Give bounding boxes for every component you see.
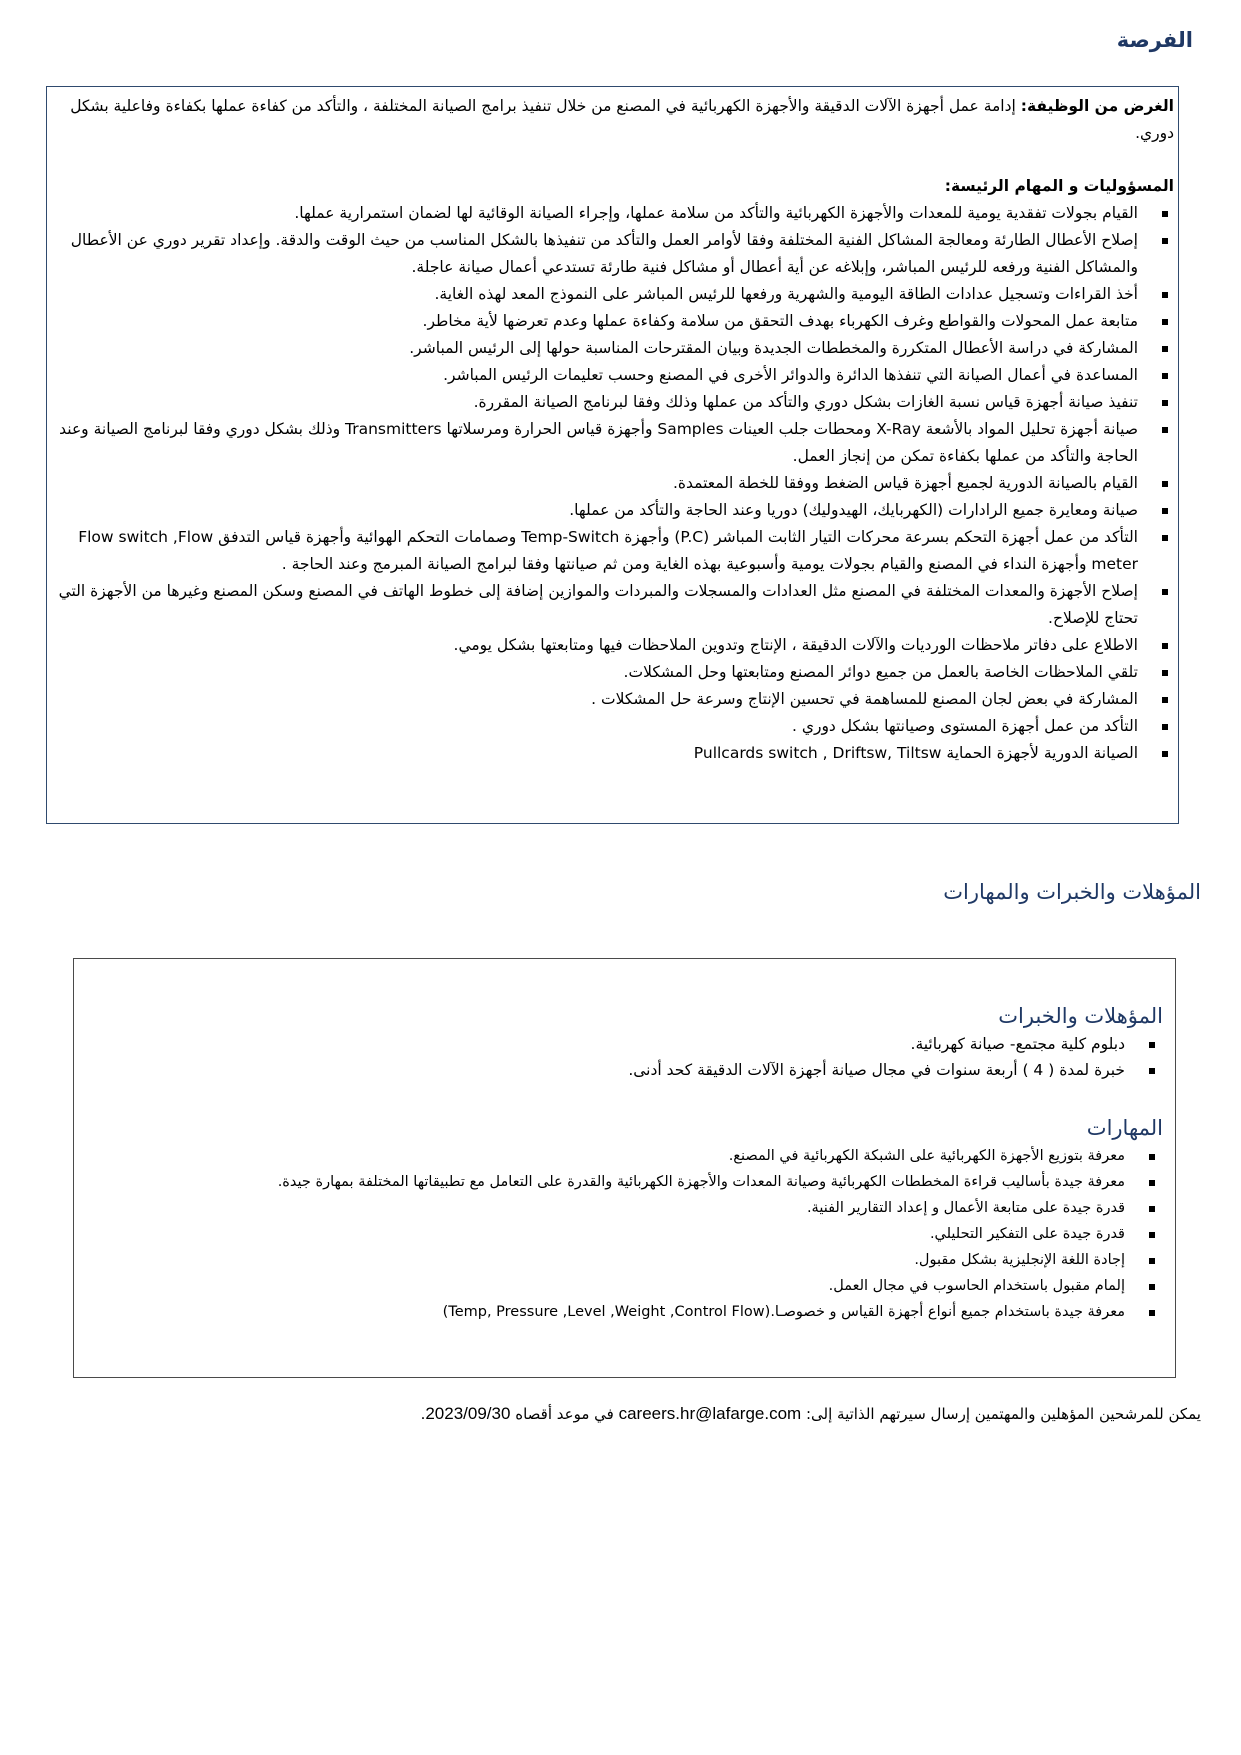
list-item-text: متابعة عمل المحولات والقواطع وغرف الكهرباء بهدف التحقق من سلامة وكفاءة عملها وعدم تعرضها لأية مخاطر. — [422, 312, 1138, 330]
list-item-text: قدرة جيدة على متابعة الأعمال و إعداد التقارير الفنية. — [806, 1200, 1125, 1216]
square-bullet-icon — [1162, 319, 1168, 325]
square-bullet-icon — [1162, 427, 1168, 433]
skills-title: المهارات — [1086, 1116, 1163, 1140]
list-item — [53, 281, 1138, 308]
list-item — [53, 308, 1138, 335]
job-purpose-label: الغرض من الوظيفة: — [1020, 97, 1174, 115]
list-item — [53, 227, 1138, 281]
square-bullet-icon — [1149, 1206, 1155, 1212]
list-item-text: أخذ القراءات وتسجيل عدادات الطاقة اليومية والشهرية ورفعها للرئيس المباشر على النموذج المعد لهذه الغاية. — [434, 285, 1138, 303]
square-bullet-icon — [1162, 346, 1168, 352]
list-item-text: معرفة بتوزيع الأجهزة الكهربائية على الشبكة الكهربائية في المصنع. — [728, 1148, 1125, 1164]
list-item — [53, 659, 1138, 686]
list-item — [53, 524, 1138, 578]
list-item — [53, 686, 1138, 713]
list-item — [84, 1169, 1125, 1195]
list-item-text: قدرة جيدة على التفكير التحليلي. — [929, 1226, 1125, 1242]
list-item — [53, 632, 1138, 659]
skills-list — [84, 1143, 1163, 1325]
list-item-text: خبرة لمدة ( 4 ) أربعة سنوات في مجال صيانة أجهزة الآلات الدقيقة كحد أدنى. — [628, 1061, 1125, 1079]
application-deadline: 2023/09/30. — [420, 1404, 511, 1423]
list-item-text: التأكد من عمل أجهزة المستوى وصيانتها بشكل دوري . — [791, 717, 1138, 735]
application-middle: في موعد أقصاه — [515, 1405, 614, 1423]
list-item-text: التأكد من عمل أجهزة التحكم بسرعة محركات التيار الثابت المباشر (P.C) وأجهزة Temp-Switch وصمامات التحكم الهوائية وأجهزة قياس التدفق Flow switch ,Flow meter وأجهزة النداء في المصنع والقيام بجولات يومية وأسبوعية بهذه الغاية ومن ثم صيانتها وفقا لبرامج الصيانة المبرمج وعند الحاجة . — [78, 528, 1138, 573]
list-item-text: معرفة جيدة بأساليب قراءة المخططات الكهربائية وصيانة المعدات والأجهزة الكهربائية والقدرة على التعامل مع تطبيقاتها المختلفة بمهارة جيدة. — [277, 1174, 1125, 1190]
square-bullet-icon — [1162, 535, 1168, 541]
list-item — [53, 713, 1138, 740]
list-item-text: الاطلاع على دفاتر ملاحظات الورديات والآلات الدقيقة ، الإنتاج وتدوين الملاحظات فيها ومتابعتها بشكل يومي. — [453, 636, 1138, 654]
list-item-text: إصلاح الأجهزة والمعدات المختلفة في المصنع مثل العدادات والمسجلات والمبردات والموازين إضافة إلى خطوط الهاتف في المصنع وسكن المصنع وغيرها من الأجهزة التي تحتاج للإصلاح. — [58, 582, 1138, 627]
square-bullet-icon — [1162, 589, 1168, 595]
list-item-text: القيام بجولات تفقدية يومية للمعدات والأجهزة الكهربائية والتأكد من سلامة عملها، وإجراء الصيانة الوقائية لها لضمان استمرارية عملها. — [294, 204, 1138, 222]
square-bullet-icon — [1149, 1068, 1155, 1074]
qualifications-title: المؤهلات والخبرات — [998, 1004, 1163, 1028]
square-bullet-icon — [1149, 1284, 1155, 1290]
qualifications-heading: المؤهلات والخبرات والمهارات — [943, 880, 1201, 904]
qualifications-list — [84, 1031, 1163, 1083]
square-bullet-icon — [1149, 1258, 1155, 1264]
list-item-text: المساعدة في أعمال الصيانة التي تنفذها الدائرة والدوائر الأخرى في المصنع وحسب تعليمات الرئيس المباشر. — [443, 366, 1138, 384]
list-item — [53, 416, 1138, 470]
square-bullet-icon — [1162, 643, 1168, 649]
responsibilities-title: المسؤوليات و المهام الرئيسة: — [944, 177, 1174, 195]
list-item — [53, 470, 1138, 497]
list-item-text: إجادة اللغة الإنجليزية بشكل مقبول. — [914, 1252, 1125, 1268]
list-item — [53, 362, 1138, 389]
square-bullet-icon — [1162, 751, 1168, 757]
square-bullet-icon — [1162, 670, 1168, 676]
square-bullet-icon — [1162, 238, 1168, 244]
qualifications-box — [73, 958, 1176, 1378]
page-title: الفرصة — [1116, 28, 1193, 52]
job-purpose-text: إدامة عمل أجهزة الآلات الدقيقة والأجهزة الكهربائية في المصنع من خلال تنفيذ برامج الصيانة المختلفة ، والتأكد من كفاءة عملها بكفاءة وفاعلية بشكل دوري. — [70, 97, 1174, 142]
list-item — [53, 335, 1138, 362]
list-item-text: تلقي الملاحظات الخاصة بالعمل من جميع دوائر المصنع ومتابعتها وحل المشكلات. — [623, 663, 1138, 681]
list-item-text: صيانة أجهزة تحليل المواد بالأشعة X-Ray ومحطات جلب العينات Samples وأجهزة قياس الحرارة ومرسلاتها Transmitters وذلك بشكل دوري وفقا لبرنامج الصيانة وعند الحاجة والتأكد من عملها بكفاءة تمكن من إنجاز العمل. — [59, 420, 1138, 465]
square-bullet-icon — [1162, 481, 1168, 487]
list-item — [53, 497, 1138, 524]
square-bullet-icon — [1162, 697, 1168, 703]
list-item-text: المشاركة في دراسة الأعطال المتكررة والمخططات الجديدة وبيان المقترحات المناسبة حولها إلى الرئيس المباشر. — [409, 339, 1138, 357]
application-note — [41, 1404, 1201, 1424]
list-item-text: دبلوم كلية مجتمع- صيانة كهربائية. — [910, 1035, 1125, 1053]
list-item — [84, 1057, 1125, 1083]
responsibilities-list — [53, 200, 1174, 767]
square-bullet-icon — [1162, 400, 1168, 406]
list-item-text: صيانة ومعايرة جميع الرادارات (الكهربايك، الهيدوليك) دوريا وعند الحاجة والتأكد من عملها. — [569, 501, 1138, 519]
list-item — [84, 1195, 1125, 1221]
square-bullet-icon — [1162, 724, 1168, 730]
square-bullet-icon — [1162, 211, 1168, 217]
list-item — [84, 1273, 1125, 1299]
square-bullet-icon — [1162, 373, 1168, 379]
list-item-text: القيام بالصيانة الدورية لجميع أجهزة قياس الضغط ووفقا للخطة المعتمدة. — [672, 474, 1138, 492]
list-item-text: تنفيذ صيانة أجهزة قياس نسبة الغازات بشكل دوري والتأكد من عملها وذلك وفقا لبرنامج الصيانة المقررة. — [473, 393, 1138, 411]
list-item — [53, 740, 1138, 767]
list-item-text: معرفة جيدة باستخدام جميع أنواع أجهزة القياس و خصوصـا.(Temp, Pressure ,Level ,Weight ,Control Flow) — [442, 1304, 1125, 1320]
application-prefix: يمكن للمرشحين المؤهلين والمهتمين إرسال سيرتهم الذاتية إلى: — [805, 1405, 1201, 1423]
list-item-text: إلمام مقبول باستخدام الحاسوب في مجال العمل. — [828, 1278, 1125, 1294]
list-item — [84, 1143, 1125, 1169]
square-bullet-icon — [1149, 1180, 1155, 1186]
list-item — [84, 1221, 1125, 1247]
square-bullet-icon — [1149, 1042, 1155, 1048]
square-bullet-icon — [1162, 292, 1168, 298]
square-bullet-icon — [1149, 1154, 1155, 1160]
list-item — [53, 578, 1138, 632]
square-bullet-icon — [1149, 1232, 1155, 1238]
list-item — [53, 389, 1138, 416]
square-bullet-icon — [1162, 508, 1168, 514]
list-item — [84, 1299, 1125, 1325]
application-email-link[interactable]: careers.hr@lafarge.com — [618, 1404, 802, 1423]
job-purpose — [53, 93, 1174, 147]
list-item-text: الصيانة الدورية لأجهزة الحماية Pullcards switch , Driftsw, Tiltsw — [693, 744, 1138, 762]
list-item — [53, 200, 1138, 227]
list-item — [84, 1247, 1125, 1273]
job-description-box — [46, 86, 1179, 824]
list-item — [84, 1031, 1125, 1057]
list-item-text: إصلاح الأعطال الطارئة ومعالجة المشاكل الفنية المختلفة وفقا لأوامر العمل والتأكد من تنفيذها بالشكل المناسب من حيث الوقت والدقة. وإعداد تقرير دوري عن الأعطال والمشاكل الفنية ورفعه للرئيس المباشر، وإبلاغه عن أية أعطال أو مشاكل فنية طارئة تستدعي أعمال صيانة عاجلة. — [70, 231, 1138, 276]
list-item-text: المشاركة في بعض لجان المصنع للمساهمة في تحسين الإنتاج وسرعة حل المشكلات . — [591, 690, 1138, 708]
square-bullet-icon — [1149, 1310, 1155, 1316]
